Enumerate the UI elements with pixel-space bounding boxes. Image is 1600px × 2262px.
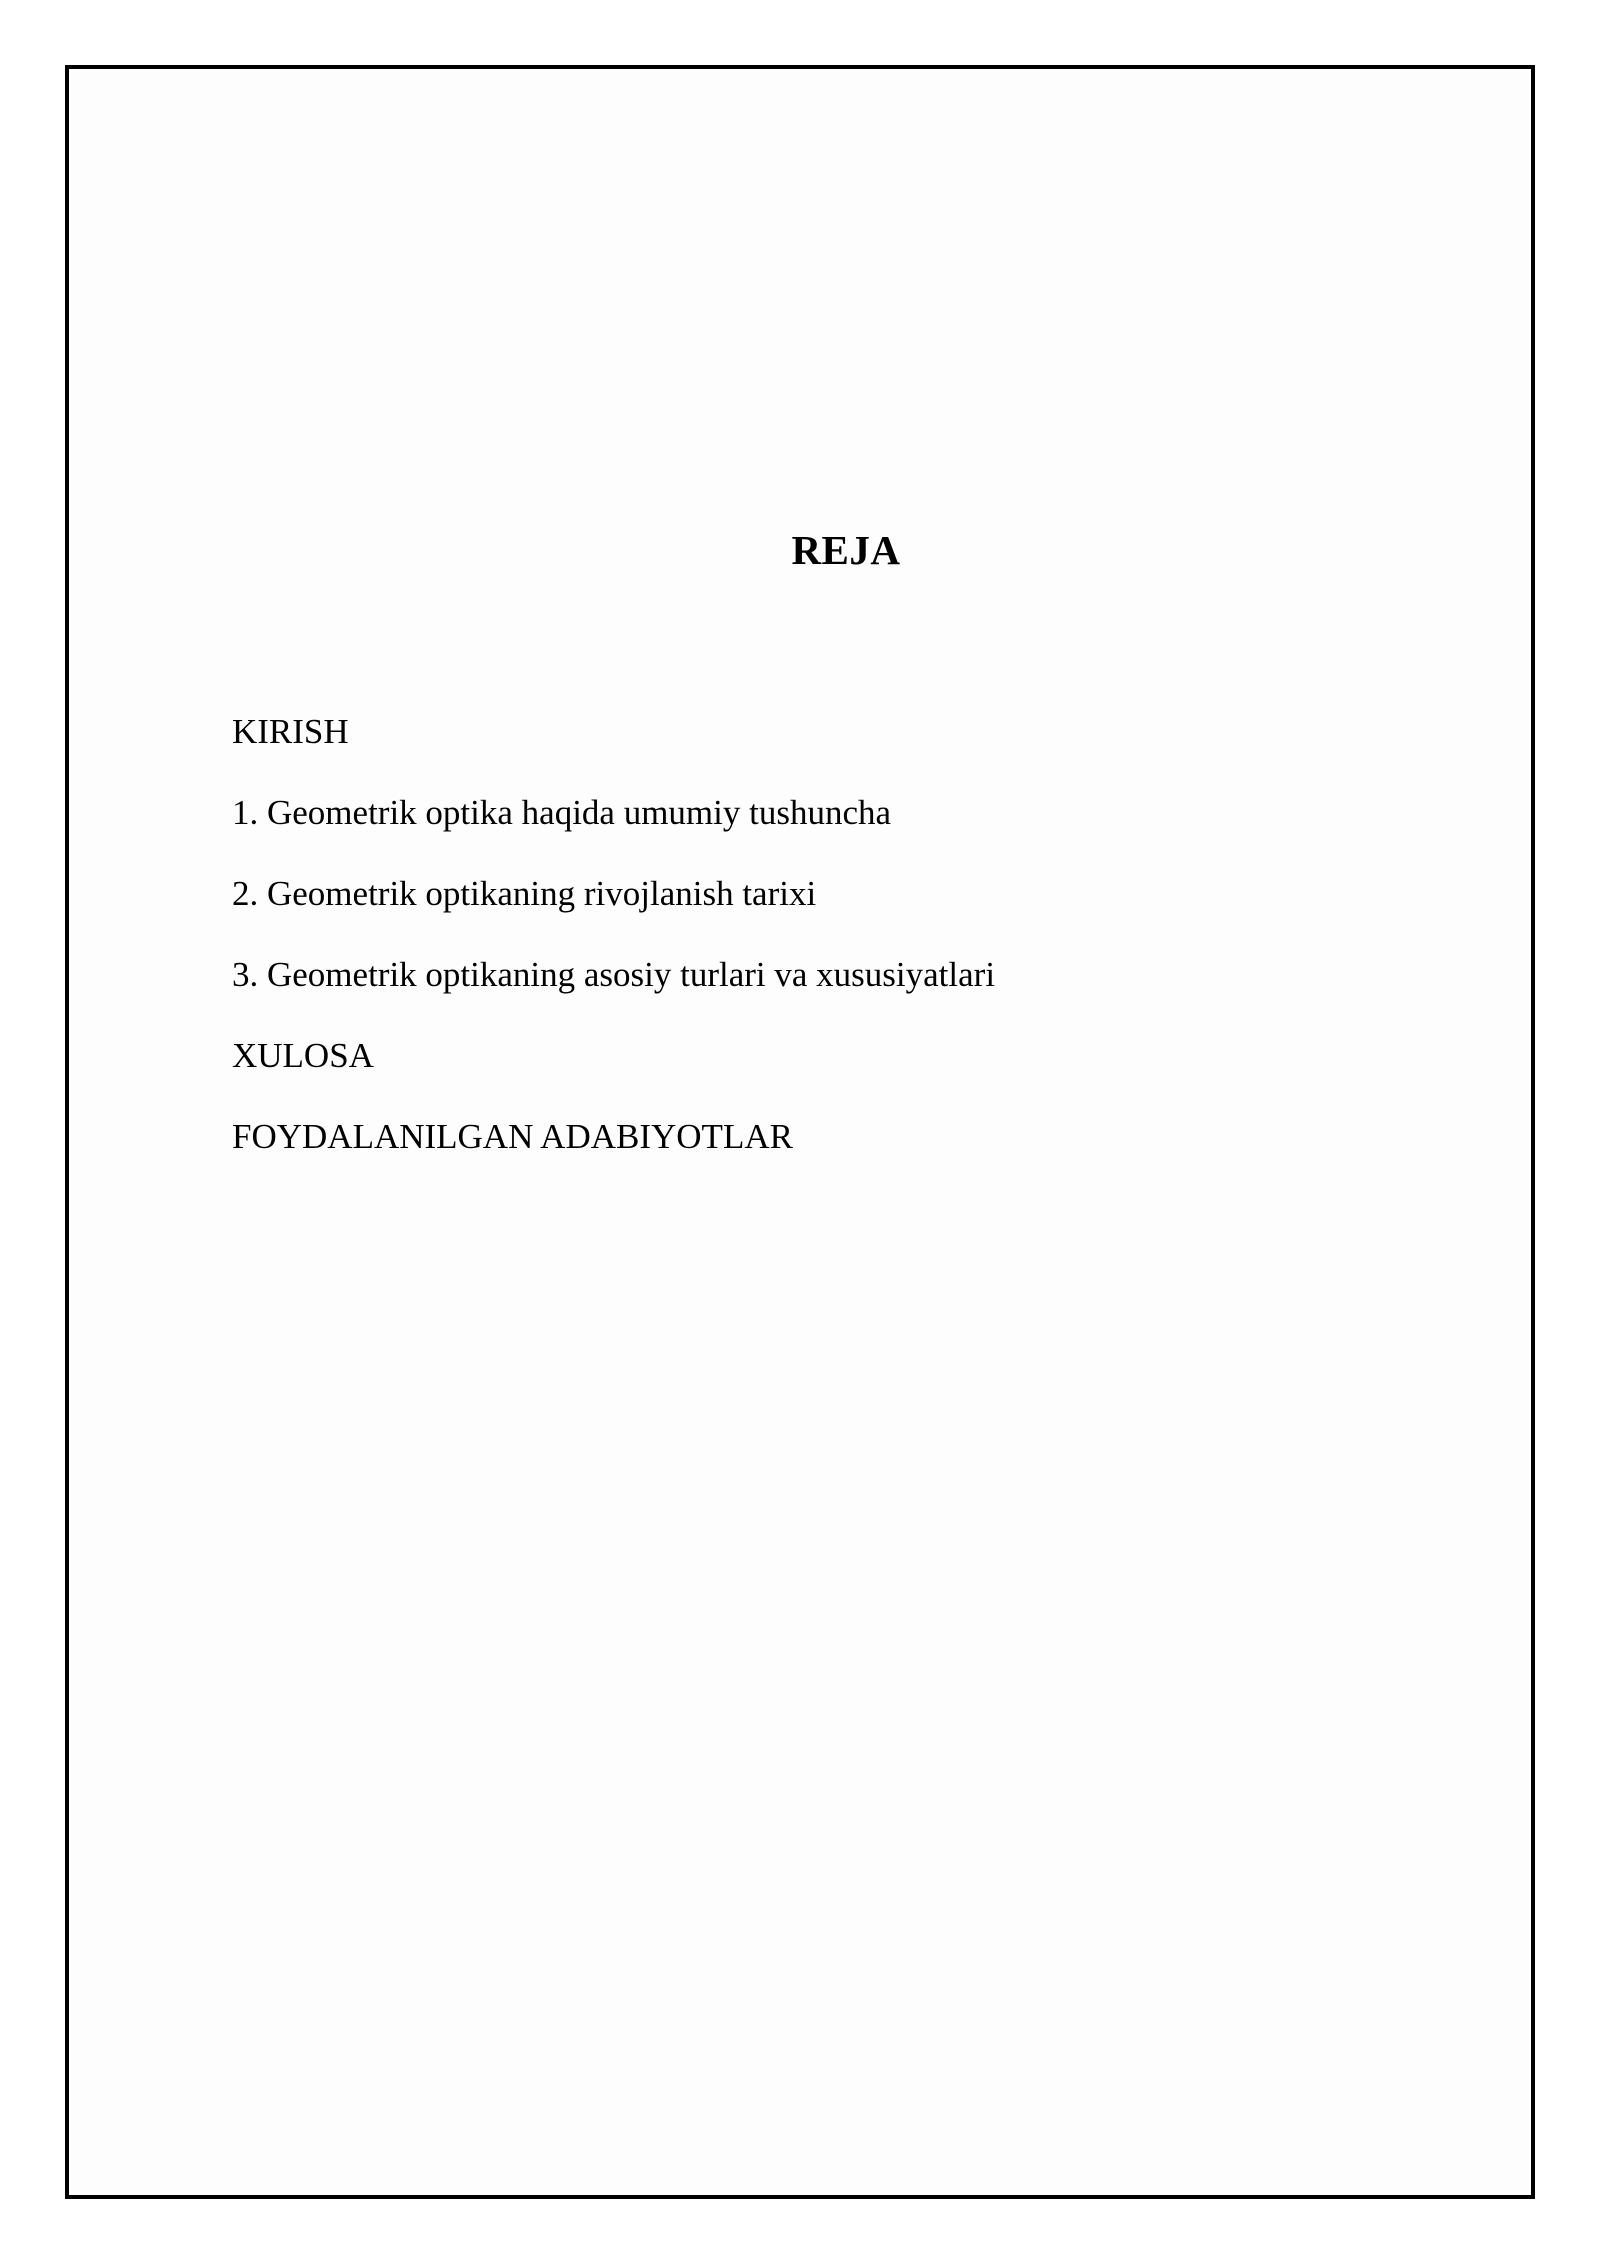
plan-item-introduction: KIRISH <box>232 712 349 751</box>
plan-item-references: FOYDALANILGAN ADABIYOTLAR <box>232 1117 793 1156</box>
plan-item-conclusion: XULOSA <box>232 1036 374 1075</box>
page-border <box>65 65 1535 2199</box>
plan-item-3: 3. Geometrik optikaning asosiy turlari va xususiyatlari <box>232 955 996 994</box>
plan-item-2: 2. Geometrik optikaning rivojlanish tarixi <box>232 874 817 913</box>
plan-list <box>232 706 995 1192</box>
page-title: REJA <box>791 527 901 573</box>
plan-item-1: 1. Geometrik optika haqida umumiy tushuncha <box>232 793 892 832</box>
